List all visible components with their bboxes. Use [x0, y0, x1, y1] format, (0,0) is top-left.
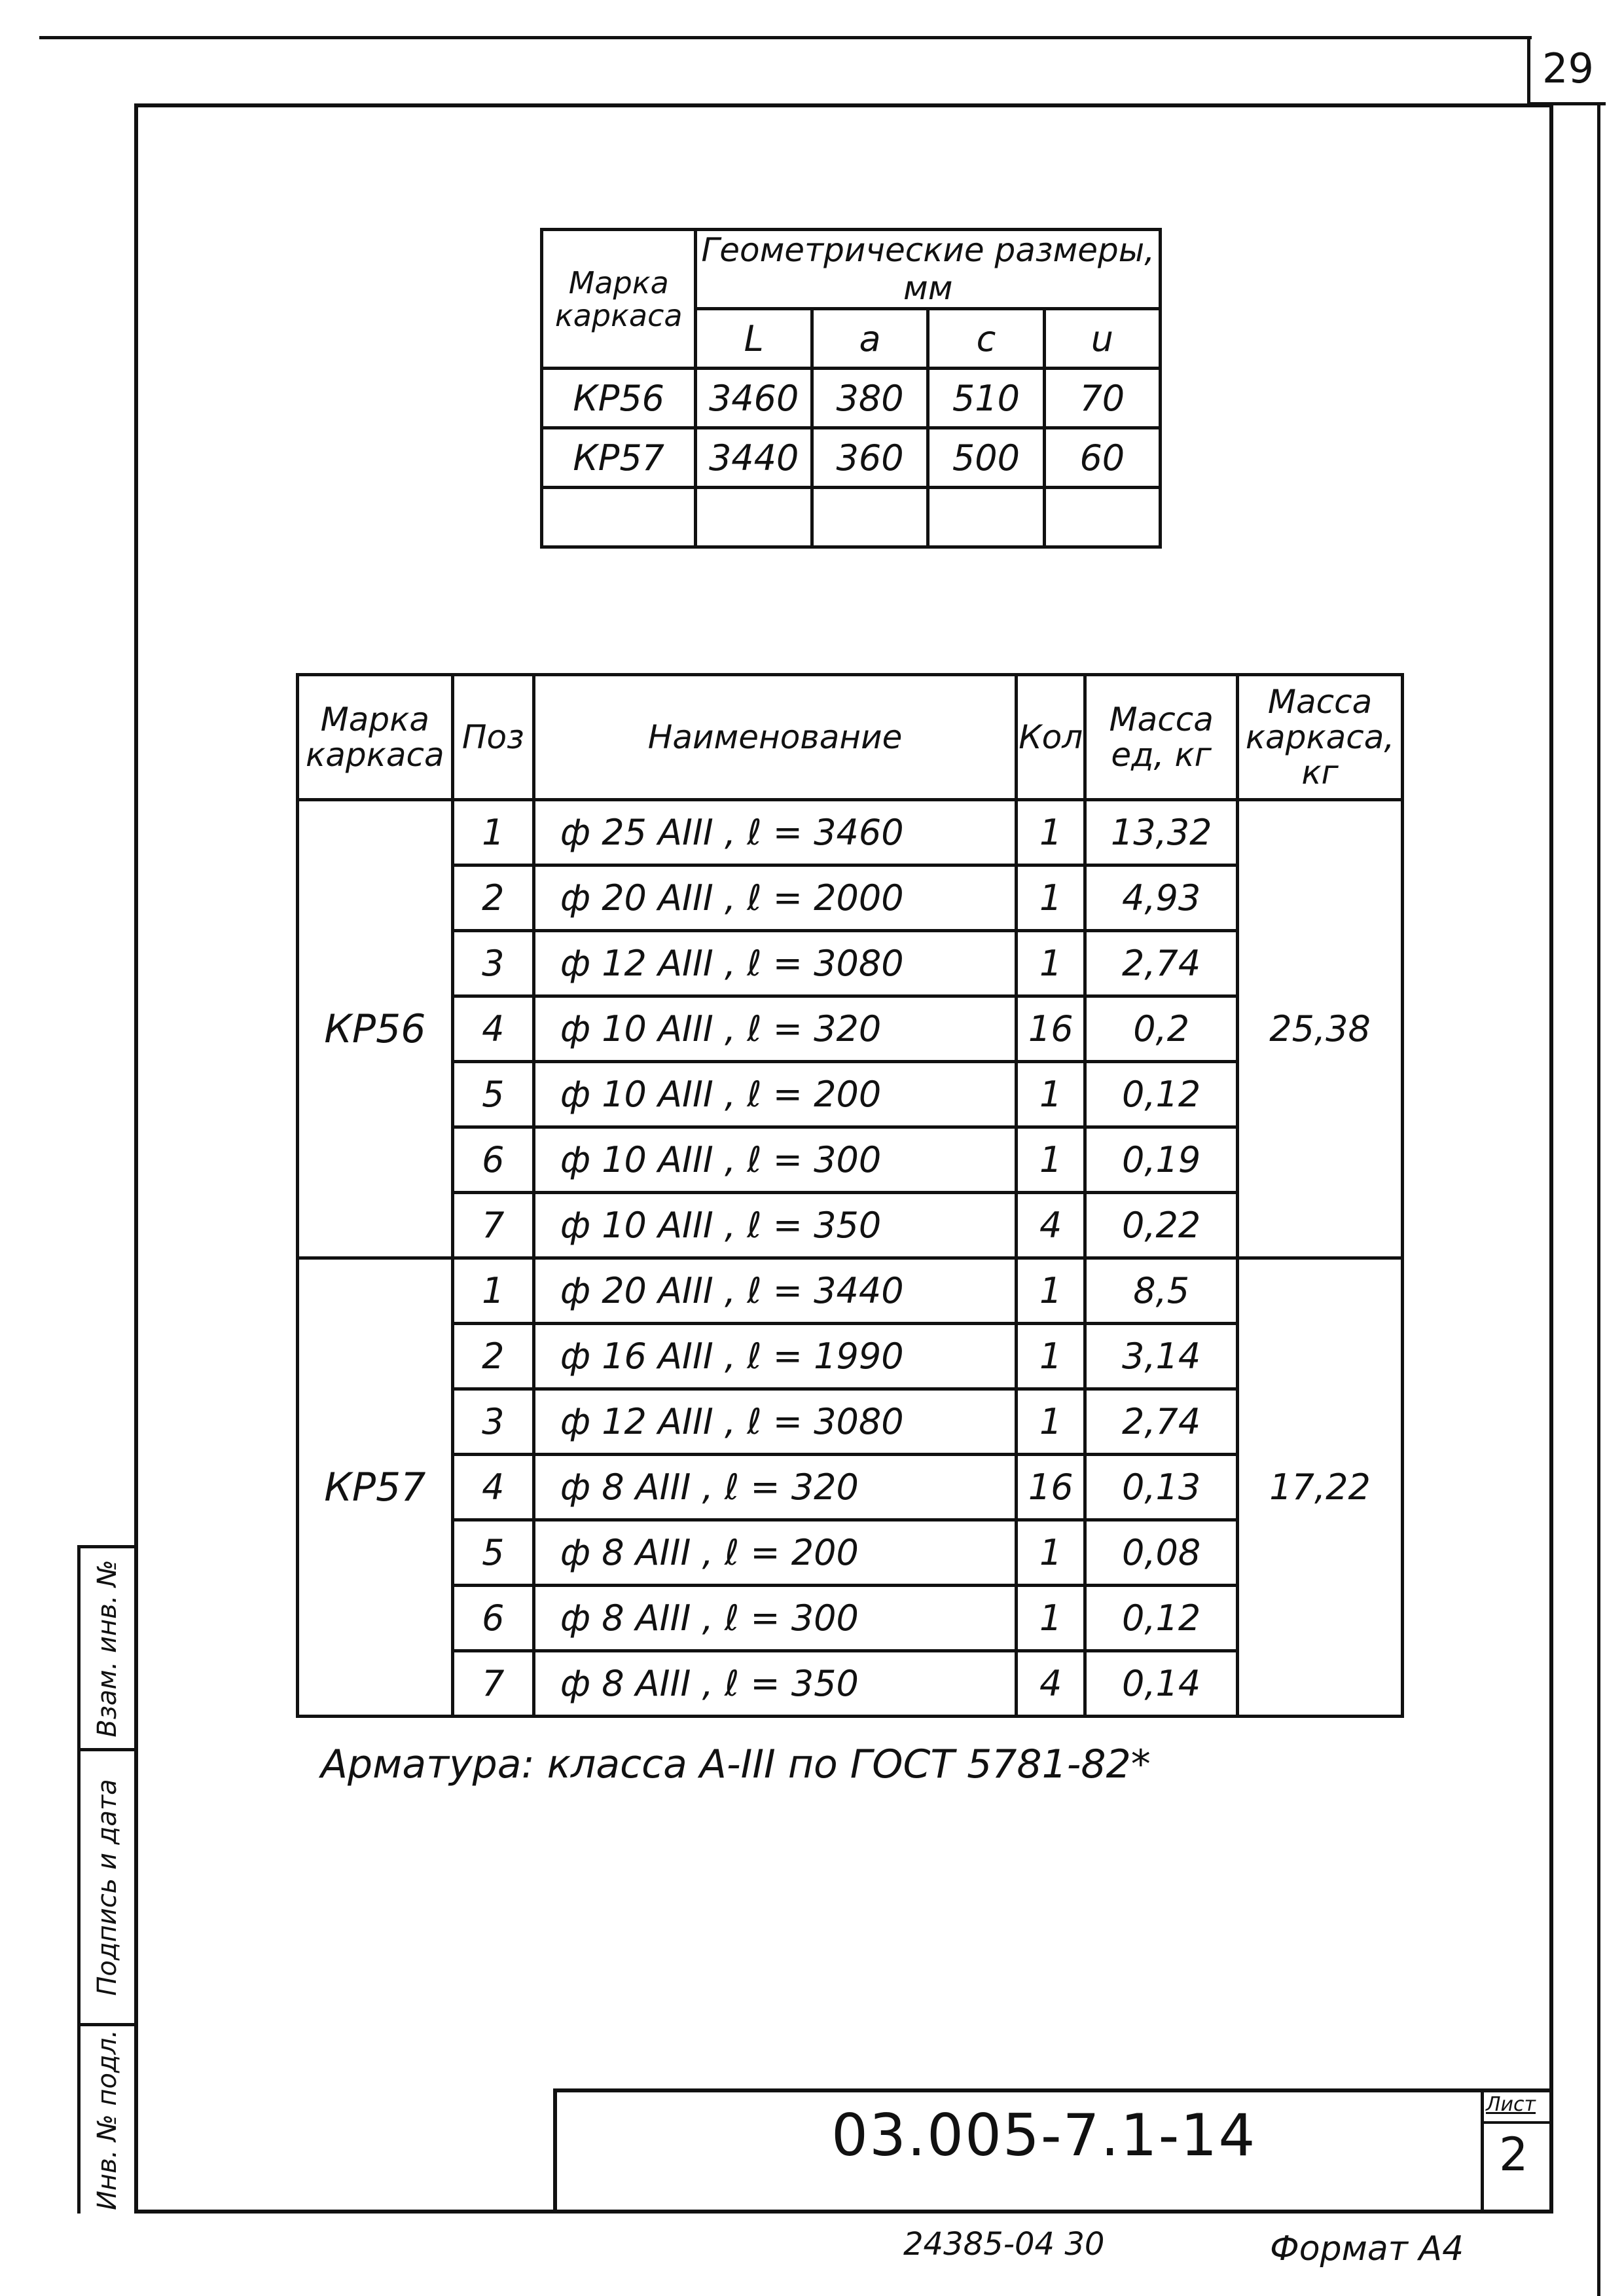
spec-unit-mass: 0,12: [1085, 1586, 1238, 1651]
spec-name: ф 12 АIII , ℓ = 3080: [533, 1389, 1016, 1455]
geo-header-mark: [542, 230, 696, 369]
spec-qty: 1: [1017, 1389, 1085, 1455]
geo-col-u: u: [1044, 309, 1160, 369]
spec-name: ф 20 АIII , ℓ = 2000: [533, 866, 1016, 931]
spec-name: ф 8 АIII , ℓ = 320: [533, 1455, 1016, 1520]
spec-unit-mass: 0,2: [1085, 996, 1238, 1062]
sheet-label: Лист: [1486, 2093, 1536, 2116]
reinforcement-note: Арматура: класса А-III по ГОСТ 5781-82*: [321, 1741, 1151, 1787]
geo-value: [812, 488, 928, 547]
spec-pos: 5: [452, 1520, 533, 1586]
geo-mark: [542, 488, 696, 547]
geo-value: 70: [1044, 369, 1160, 428]
spec-unit-mass: 3,14: [1085, 1324, 1238, 1389]
geo-value: 360: [812, 428, 928, 488]
right-edge-line: [1597, 103, 1600, 2296]
spec-pos: 2: [452, 866, 533, 931]
side-label-inv-replace: Взам. инв. №: [92, 1559, 122, 1738]
spec-qty: 1: [1017, 866, 1085, 931]
spec-pos: 7: [452, 1193, 533, 1258]
geo-value: 60: [1044, 428, 1160, 488]
spec-row: [298, 931, 1403, 996]
geo-value: [928, 488, 1044, 547]
top-edge-line: [39, 36, 1532, 39]
spec-unit-mass: 13,32: [1085, 800, 1238, 866]
spec-name: ф 16 АIII , ℓ = 1990: [533, 1324, 1016, 1389]
spec-pos: 6: [452, 1586, 533, 1651]
spec-name: ф 20 АIII , ℓ = 3440: [533, 1258, 1016, 1324]
spec-name: ф 8 АIII , ℓ = 300: [533, 1586, 1016, 1651]
geo-header-mark-line2: каркаса: [554, 297, 683, 333]
spec-unit-mass: 0,19: [1085, 1127, 1238, 1193]
page-number: 29: [1527, 36, 1606, 105]
side-cell-inv-orig: [81, 2026, 134, 2214]
spec-header-qty: Кол: [1017, 675, 1085, 800]
spec-header-unit-mass: Масса ед, кг: [1085, 675, 1238, 800]
geo-col-l: L: [696, 309, 812, 369]
spec-qty: 16: [1017, 1455, 1085, 1520]
geo-value: 510: [928, 369, 1044, 428]
geo-col-c: c: [928, 309, 1044, 369]
geo-mark: КР57: [542, 428, 696, 488]
spec-qty: 1: [1017, 1586, 1085, 1651]
spec-row: [298, 1455, 1403, 1520]
spec-pos: 5: [452, 1062, 533, 1127]
spec-name: ф 10 АIII , ℓ = 300: [533, 1127, 1016, 1193]
side-label-sign-date: Подпись и дата: [92, 1778, 122, 1996]
format-label: Формат А4: [1270, 2229, 1464, 2269]
spec-header-mark: Марка каркаса: [298, 675, 453, 800]
spec-row: [298, 1586, 1403, 1651]
spec-unit-mass: 8,5: [1085, 1258, 1238, 1324]
spec-unit-mass: 0,14: [1085, 1651, 1238, 1717]
spec-row: [298, 1324, 1403, 1389]
spec-row: [298, 1127, 1403, 1193]
spec-header-name: Наименование: [533, 675, 1016, 800]
spec-unit-mass: 0,08: [1085, 1520, 1238, 1586]
spec-pos: 3: [452, 931, 533, 996]
spec-pos: 4: [452, 996, 533, 1062]
geo-row: [542, 428, 1161, 488]
spec-row: [298, 1193, 1403, 1258]
spec-name: ф 10 АIII , ℓ = 320: [533, 996, 1016, 1062]
geo-mark: КР56: [542, 369, 696, 428]
spec-row: [298, 1258, 1403, 1324]
spec-name: ф 10 АIII , ℓ = 350: [533, 1193, 1016, 1258]
spec-name: ф 8 АIII , ℓ = 200: [533, 1520, 1016, 1586]
spec-unit-mass: 0,12: [1085, 1062, 1238, 1127]
side-stamp: [77, 1545, 134, 2214]
spec-qty: 1: [1017, 1258, 1085, 1324]
specification-table: [296, 673, 1404, 1718]
side-label-inv-orig: Инв. № подл.: [92, 2030, 122, 2210]
spec-pos: 7: [452, 1651, 533, 1717]
spec-qty: 1: [1017, 931, 1085, 996]
spec-frame-mass: 25,38: [1238, 800, 1403, 1258]
spec-qty: 16: [1017, 996, 1085, 1062]
spec-qty: 1: [1017, 1062, 1085, 1127]
geo-value: 3440: [696, 428, 812, 488]
geo-row: [542, 369, 1161, 428]
spec-name: ф 10 АIII , ℓ = 200: [533, 1062, 1016, 1127]
archive-code: 24385-04 30: [903, 2226, 1105, 2263]
spec-pos: 4: [452, 1455, 533, 1520]
spec-row: [298, 1062, 1403, 1127]
geo-header-dims: Геометрические размеры, мм: [696, 230, 1161, 309]
side-cell-inv-replace: [81, 1548, 134, 1751]
geo-header-mark-line1: Марка: [568, 264, 669, 301]
spec-qty: 4: [1017, 1651, 1085, 1717]
spec-row: [298, 996, 1403, 1062]
spec-row: [298, 866, 1403, 931]
geometry-table: [540, 228, 1162, 549]
spec-unit-mass: 2,74: [1085, 931, 1238, 996]
spec-qty: 1: [1017, 800, 1085, 866]
spec-row: [298, 1651, 1403, 1717]
spec-pos: 6: [452, 1127, 533, 1193]
spec-qty: 1: [1017, 1127, 1085, 1193]
spec-unit-mass: 0,13: [1085, 1455, 1238, 1520]
spec-unit-mass: 0,22: [1085, 1193, 1238, 1258]
spec-unit-mass: 4,93: [1085, 866, 1238, 931]
geo-value: [696, 488, 812, 547]
spec-name: ф 25 АIII , ℓ = 3460: [533, 800, 1016, 866]
sheet-divider: [1481, 2121, 1553, 2124]
spec-qty: 1: [1017, 1520, 1085, 1586]
spec-frame-mark: КР57: [298, 1258, 453, 1717]
geo-row-empty: [542, 488, 1161, 547]
geo-value: 500: [928, 428, 1044, 488]
sheet-number: 2: [1499, 2128, 1528, 2181]
spec-unit-mass: 2,74: [1085, 1389, 1238, 1455]
geo-col-a: a: [812, 309, 928, 369]
spec-pos: 1: [452, 1258, 533, 1324]
spec-header-pos: Поз: [452, 675, 533, 800]
spec-pos: 3: [452, 1389, 533, 1455]
spec-name: ф 12 АIII , ℓ = 3080: [533, 931, 1016, 996]
side-cell-sign-date: [81, 1751, 134, 2026]
geo-value: 380: [812, 369, 928, 428]
spec-row: [298, 1389, 1403, 1455]
spec-header-frame-mass: Масса каркаса, кг: [1238, 675, 1403, 800]
geo-value: 3460: [696, 369, 812, 428]
spec-frame-mark: КР56: [298, 800, 453, 1258]
spec-name: ф 8 АIII , ℓ = 350: [533, 1651, 1016, 1717]
spec-row: [298, 800, 1403, 866]
spec-qty: 1: [1017, 1324, 1085, 1389]
spec-qty: 4: [1017, 1193, 1085, 1258]
geo-value: [1044, 488, 1160, 547]
spec-frame-mass: 17,22: [1238, 1258, 1403, 1717]
document-code: 03.005-7.1-14: [831, 2102, 1257, 2169]
spec-pos: 2: [452, 1324, 533, 1389]
spec-pos: 1: [452, 800, 533, 866]
spec-row: [298, 1520, 1403, 1586]
